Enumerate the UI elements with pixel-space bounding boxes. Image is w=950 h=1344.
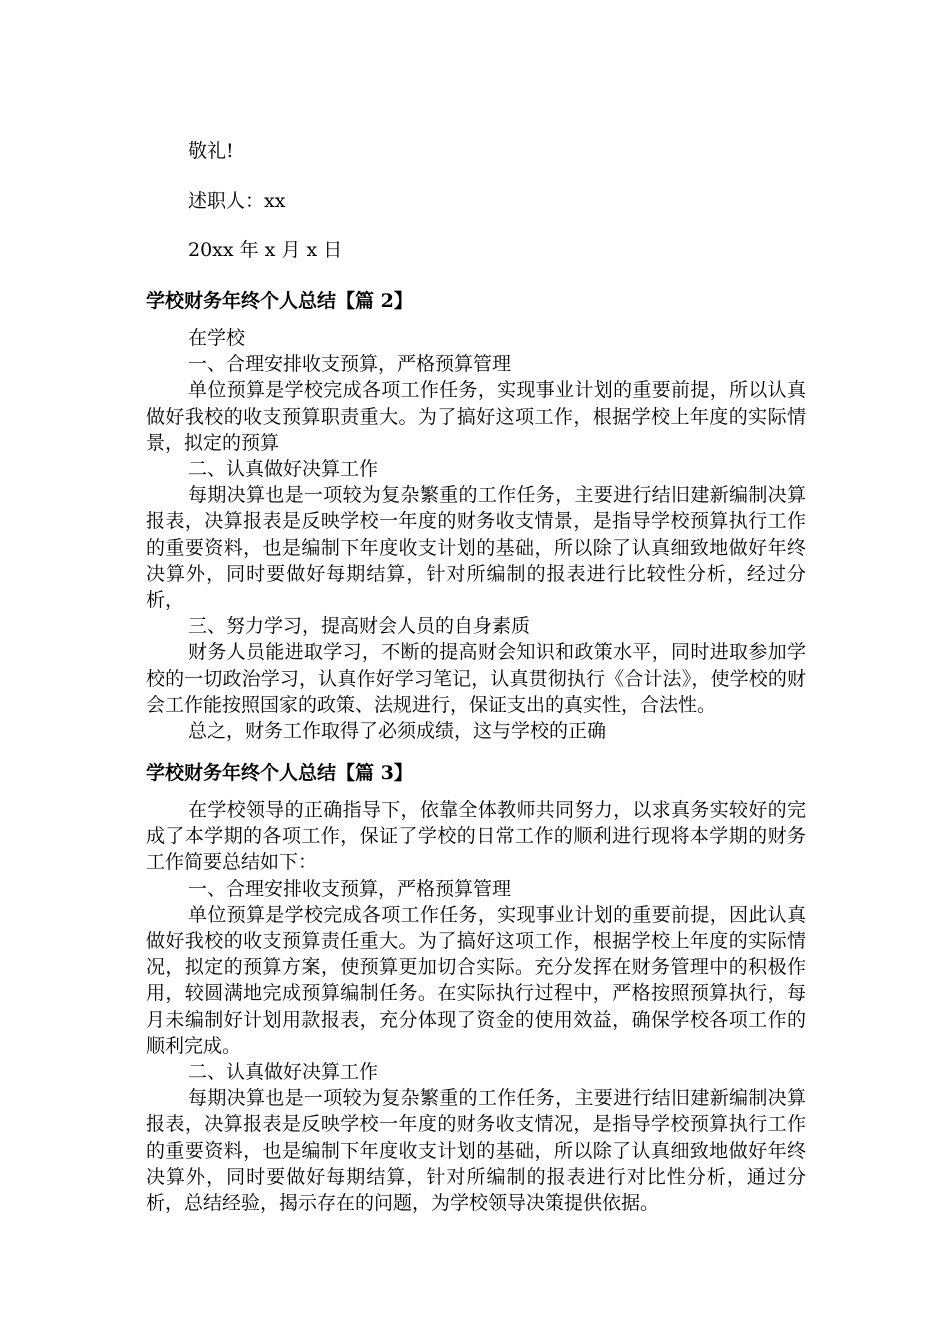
author-line: 述职人：xx [188, 190, 286, 212]
paragraph: 财务人员能进取学习，不断的提高财会知识和政策水平，同时进取参加学校的一切政治学习，认真作好学习笔记，认真贯彻执行《合计法》，使学校的财会工作能按照国家的政策、法规进行，保证支出的真实性，合法性。 [146, 641, 806, 716]
paragraph: 总之，财务工作取得了必须成绩，这与学校的正确 [188, 720, 607, 743]
date-line: 20xx 年 x 月 x 日 [188, 239, 343, 261]
paragraph: 在学校领导的正确指导下，依靠全体教师共同努力，以求真务实较好的完成了本学期的各项工作，保证了学校的日常工作的顺利进行现将本学期的财务工作简要总结如下： [146, 799, 806, 874]
salutation: 敬礼! [188, 140, 234, 162]
paragraph: 在学校 [188, 327, 246, 349]
subheading: 二、认真做好决算工作 [188, 1061, 379, 1084]
subheading: 一、合理安排收支预算，严格预算管理 [188, 353, 512, 376]
subheading: 三、努力学习，提高财会人员的自身素质 [188, 615, 531, 638]
section-title-3: 学校财务年终个人总结【篇 3】 [146, 762, 413, 784]
subheading: 二、认真做好决算工作 [188, 458, 379, 481]
paragraph: 单位预算是学校完成各项工作任务，实现事业计划的重要前提，所以认真做好我校的收支预算职责重大。为了搞好这项工作，根据学校上年度的实际情景，拟定的预算 [146, 379, 806, 454]
section-title-2: 学校财务年终个人总结【篇 2】 [146, 290, 413, 312]
section-body-2 [146, 325, 806, 744]
paragraph: 每期决算也是一项较为复杂繁重的工作任务，主要进行结旧建新编制决算报表，决算报表是反映学校一年度的财务收支情景，是指导学校预算执行工作的重要资料，也是编制下年度收支计划的基础，所以除了认真细致地做好年终决算外，同时要做好每期结算，针对所编制的报表进行比较性分析，经过分析， [146, 484, 806, 612]
paragraph: 每期决算也是一项较为复杂繁重的工作任务，主要进行结旧建新编制决算报表，决算报表是反映学校一年度的财务收支情况，是指导学校预算执行工作的重要资料，也是编制下年度收支计划的基础，所以除了认真细致地做好年终决算外，同时要做好每期结算，针对所编制的报表进行对比性分析，通过分析，总结经验，揭示存在的问题，为学校领导决策提供依据。 [146, 1087, 806, 1215]
section-body-3 [146, 797, 806, 1216]
subheading: 一、合理安排收支预算，严格预算管理 [188, 877, 512, 900]
paragraph: 单位预算是学校完成各项工作任务，实现事业计划的重要前提，因此认真做好我校的收支预算责任重大。为了搞好这项工作，根据学校上年度的实际情况，拟定的预算方案，使预算更加切合实际。充分发挥在财务管理中的积极作用，较圆满地完成预算编制任务。在实际执行过程中，严格按照预算执行，每月未编制好计划用款报表，充分体现了资金的使用效益，确保学校各项工作的顺利完成。 [146, 903, 806, 1057]
